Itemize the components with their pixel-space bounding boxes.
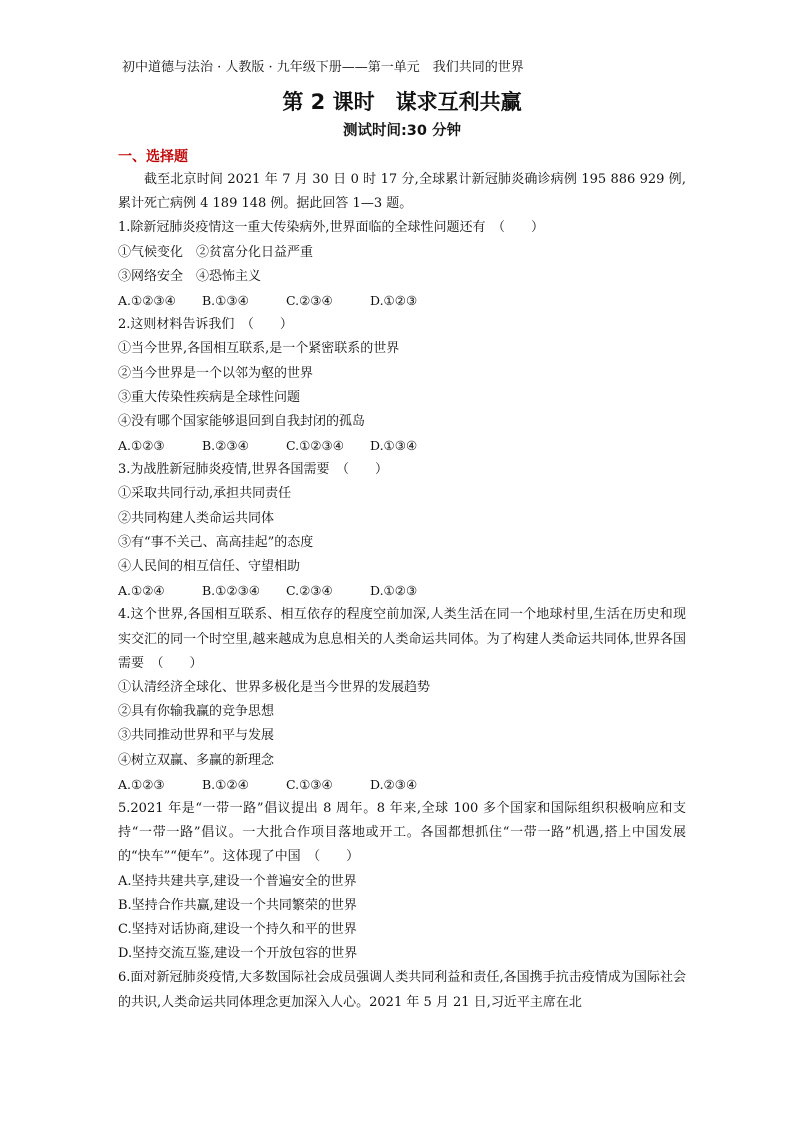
question-item: ①气候变化 ②贫富分化日益严重 bbox=[118, 244, 314, 260]
option-d: D.坚持交流互鉴,建设一个开放包容的世界 bbox=[118, 946, 358, 962]
question-item: ④没有哪个国家能够退回到自我封闭的孤岛 bbox=[118, 413, 366, 429]
question-item: ②当今世界是一个以邻为壑的世界 bbox=[118, 365, 314, 381]
intro-paragraph: 截至北京时间 2021 年 7 月 30 日 0 时 17 分,全球累计新冠肺炎确诊病例 195 886 929 例,累计死亡病例 4 189 148 例。据此回答 1—3 题。 bbox=[118, 172, 686, 212]
option-a: A.坚持共建共享,建设一个普遍安全的世界 bbox=[118, 873, 357, 889]
test-time: 测试时间:30 分钟 bbox=[342, 123, 462, 139]
section-heading: 一、选择题 bbox=[118, 149, 188, 165]
option-b: B.坚持合作共赢,建设一个共同繁荣的世界 bbox=[118, 897, 357, 913]
question-item: ③有“事不关己、高高挂起”的态度 bbox=[118, 534, 314, 550]
question-item: ①采取共同行动,承担共同责任 bbox=[118, 486, 292, 502]
option-a: A.①②③ bbox=[118, 438, 165, 454]
question-stem: 1.除新冠肺炎疫情这一重大传染病外,世界面临的全球性问题还有 （ ） bbox=[118, 220, 545, 236]
question-item: ③重大传染性疾病是全球性问题 bbox=[118, 389, 301, 405]
question-stem: 3.为战胜新冠肺炎疫情,世界各国需要 （ ） bbox=[118, 462, 389, 478]
lesson-title: 第 2 课时 谋求互利共赢 bbox=[282, 90, 522, 114]
question-3 bbox=[118, 458, 686, 603]
option-b: B.①②④ bbox=[202, 776, 249, 792]
document-page bbox=[118, 58, 686, 1015]
question-item: ③网络安全 ④恐怖主义 bbox=[118, 268, 262, 284]
question-2 bbox=[118, 313, 686, 458]
option-d: D.①②③ bbox=[370, 292, 418, 308]
course-header: 初中道德与法治 · 人教版 · 九年级下册——第一单元 我们共同的世界 bbox=[122, 60, 524, 75]
answer-options bbox=[118, 579, 686, 603]
option-b: B.①③④ bbox=[202, 292, 249, 308]
question-item: ②具有你输我赢的竞争思想 bbox=[118, 704, 275, 720]
option-c: C.②③④ bbox=[286, 292, 333, 308]
question-5 bbox=[118, 797, 686, 966]
answer-options bbox=[118, 289, 686, 313]
question-item: ②共同构建人类命运共同体 bbox=[118, 510, 275, 526]
question-4 bbox=[118, 603, 686, 797]
question-1 bbox=[118, 216, 686, 313]
option-c: C.①②③④ bbox=[286, 438, 344, 454]
option-d: D.②③④ bbox=[370, 776, 418, 792]
option-c: C.坚持对话协商,建设一个持久和平的世界 bbox=[118, 921, 357, 937]
question-6 bbox=[118, 966, 686, 1014]
question-item: ③共同推动世界和平与发展 bbox=[118, 728, 275, 744]
answer-options bbox=[118, 434, 686, 458]
option-c: C.①③④ bbox=[286, 776, 333, 792]
question-item: ④树立双赢、多赢的新理念 bbox=[118, 752, 275, 768]
question-stem: 5.2021 年是“一带一路”倡议提出 8 周年。8 年来,全球 100 多个国家和国际组织积极响应和支持“一带一路”倡议。一大批合作项目落地或开工。各国都想抓住“一带一路”机遇,搭上中国发展的“快车”“便车”。这体现了中国 （ ） bbox=[118, 800, 686, 865]
question-item: ④人民间的相互信任、守望相助 bbox=[118, 559, 301, 575]
option-c: C.②③④ bbox=[286, 583, 333, 599]
option-a: A.①②③ bbox=[118, 776, 165, 792]
question-item: ①认清经济全球化、世界多极化是当今世界的发展趋势 bbox=[118, 680, 431, 696]
option-a: A.①②③④ bbox=[118, 292, 176, 308]
question-stem: 4.这个世界,各国相互联系、相互依存的程度空前加深,人类生活在同一个地球村里,生活在历史和现实交汇的同一个时空里,越来越成为息息相关的人类命运共同体。为了构建人类命运共同体,世界各国需要 （ ） bbox=[118, 607, 686, 671]
option-d: D.①②③ bbox=[370, 583, 418, 599]
question-stem: 2.这则材料告诉我们 （ ） bbox=[118, 317, 293, 333]
option-d: D.①③④ bbox=[370, 438, 418, 454]
question-stem: 6.面对新冠肺炎疫情,大多数国际社会成员强调人类共同利益和责任,各国携手抗击疫情成为国际社会的共识,人类命运共同体理念更加深入人心。2021 年 5 月 21 日,习近平主席在北 bbox=[118, 970, 686, 1010]
option-a: A.①②④ bbox=[118, 583, 165, 599]
option-b: B.①②③④ bbox=[202, 583, 260, 599]
option-b: B.②③④ bbox=[202, 438, 249, 454]
question-item: ①当今世界,各国相互联系,是一个紧密联系的世界 bbox=[118, 341, 400, 357]
answer-options bbox=[118, 773, 686, 797]
